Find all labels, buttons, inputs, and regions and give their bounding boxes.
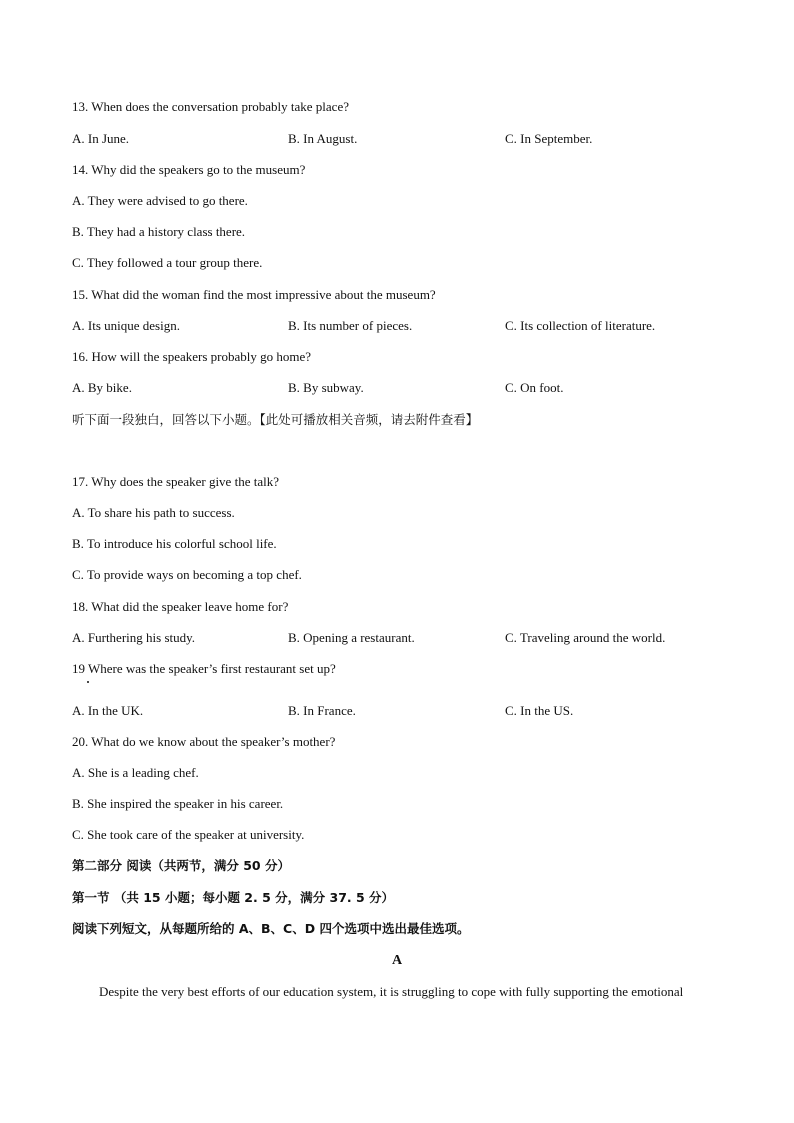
question-19: 19 Where was the speaker’s first restaurant set up? (72, 661, 336, 676)
q18-option-c: C. Traveling around the world. (505, 630, 666, 645)
q19-option-c: C. In the US. (505, 703, 574, 718)
q14-option-a: A. They were advised to go there. (72, 193, 248, 208)
stray-dot (87, 681, 89, 683)
question-13: 13. When does the conversation probably take place? (72, 99, 349, 114)
passage-first-line: Despite the very best efforts of our education system, it is struggling to cope with fully supporting the emotional (99, 984, 684, 999)
q18-option-b: B. Opening a restaurant. (288, 630, 415, 645)
section1-title: 第一节 （共 15 小题；每小题 2. 5 分，满分 37. 5 分） (72, 890, 395, 905)
question-15: 15. What did the woman find the most impressive about the museum? (72, 287, 436, 302)
q14-option-b: B. They had a history class there. (72, 224, 246, 239)
q13-option-c: C. In September. (505, 131, 593, 146)
q19-option-a: A. In the UK. (72, 703, 144, 718)
q16-option-b: B. By subway. (288, 380, 364, 395)
q19-option-b: B. In France. (288, 703, 356, 718)
q20-option-c: C. She took care of the speaker at university. (72, 827, 305, 842)
q16-option-a: A. By bike. (72, 380, 132, 395)
q18-option-a: A. Furthering his study. (72, 630, 196, 645)
q15-option-b: B. Its number of pieces. (288, 318, 413, 333)
q15-option-c: C. Its collection of literature. (505, 318, 656, 333)
question-16: 16. How will the speakers probably go home? (72, 349, 312, 364)
part2-title: 第二部分 阅读（共两节，满分 50 分） (72, 858, 290, 873)
q17-option-b: B. To introduce his colorful school life. (72, 536, 277, 551)
question-17: 17. Why does the speaker give the talk? (72, 474, 279, 489)
q15-option-a: A. Its unique design. (72, 318, 180, 333)
q13-option-b: B. In August. (288, 131, 358, 146)
q17-option-c: C. To provide ways on becoming a top chef. (72, 567, 302, 582)
question-14: 14. Why did the speakers go to the museum? (72, 162, 306, 177)
question-20: 20. What do we know about the speaker’s mother? (72, 734, 336, 749)
q16-option-c: C. On foot. (505, 380, 564, 395)
passage-label: A (391, 953, 403, 968)
monologue-instruction: 听下面一段独白，回答以下小题。【此处可播放相关音频，请去附件查看】 (72, 412, 479, 427)
q14-option-c: C. They followed a tour group there. (72, 255, 263, 270)
q17-option-a: A. To share his path to success. (72, 505, 235, 520)
q13-option-a: A. In June. (72, 131, 130, 146)
reading-instruction: 阅读下列短文，从每题所给的 A、B、C、D 四个选项中选出最佳选项。 (72, 921, 470, 936)
q20-option-a: A. She is a leading chef. (72, 765, 199, 780)
q20-option-b: B. She inspired the speaker in his career. (72, 796, 284, 811)
question-18: 18. What did the speaker leave home for? (72, 599, 289, 614)
